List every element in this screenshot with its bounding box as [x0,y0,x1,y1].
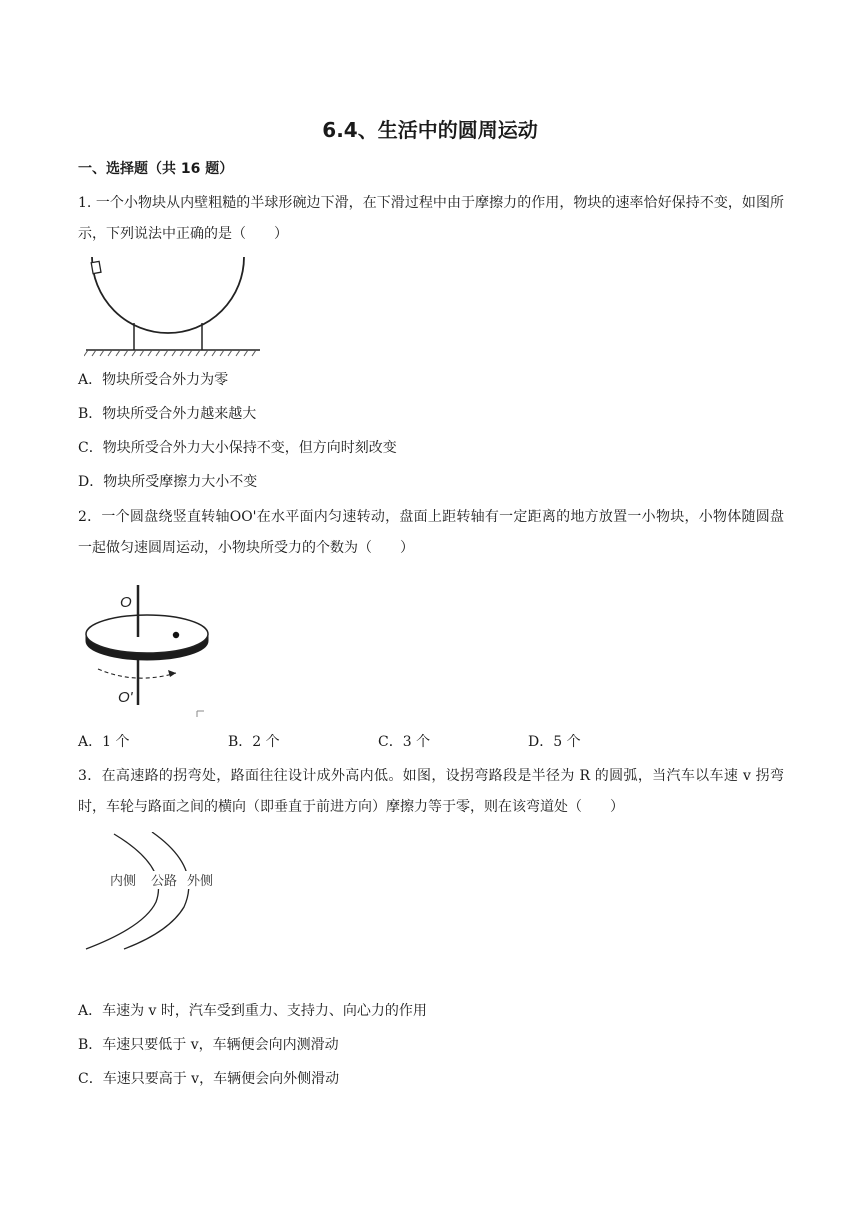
label-inner: 内侧 [110,874,137,889]
section-heading: 一、选择题（共 16 题） [78,161,234,177]
question-1-option-a: A．物块所受合外力为零 [78,372,229,388]
label-road: 公路 [151,874,178,889]
question-2-options [78,731,784,751]
bowl-figure [84,255,264,360]
question-1-option-b: B．物块所受合外力越来越大 [78,406,257,422]
question-2-text: 2．一个圆盘绕竖直转轴OO'在水平面内匀速转动，盘面上距转轴有一定距离的地方放置一小物块，小物体随圆盘一起做匀速圆周运动，小物块所受力的个数为（ ） [78,509,784,556]
question-3-option-b: B．车速只要低于 v，车辆便会向内测滑动 [78,1037,339,1053]
question-1-option-d: D．物块所受摩擦力大小不变 [78,474,258,490]
question-3-text: 3．在高速路的拐弯处，路面往往设计成外高内低。如图，设拐弯路段是半径为 R 的圆弧，当汽车以车速 v 拐弯时，车轮与路面之间的横向（即垂直于前进方向）摩擦力等于零，则在该弯道处（ ） [78,768,784,815]
rotating-disc-figure [80,585,215,720]
question-2-option-b: B．2 个 [228,734,280,750]
label-outer: 外侧 [187,874,214,889]
axis-label-bottom: O' [118,689,133,706]
question-3-option-c: C．车速只要高于 v，车辆便会向外侧滑动 [78,1071,340,1087]
axis-label-top: O [120,594,132,611]
road-curve-figure [84,832,234,950]
question-2-option-d: D．5 个 [528,734,581,750]
question-1-text: 1. 一个小物块从内壁粗糙的半球形碗边下滑，在下滑过程中由于摩擦力的作用，物块的速率恰好保持不变，如图所示，下列说法中正确的是（ ） [78,195,784,242]
question-2-option-c: C．3 个 [378,734,431,750]
question-1-option-c: C．物块所受合外力大小保持不变，但方向时刻改变 [78,440,397,456]
question-3-option-a: A．车速为 v 时，汽车受到重力、支持力、向心力的作用 [78,1003,427,1019]
page-title: 6.4、生活中的圆周运动 [322,118,538,142]
question-2-option-a: A．1 个 [78,734,130,750]
